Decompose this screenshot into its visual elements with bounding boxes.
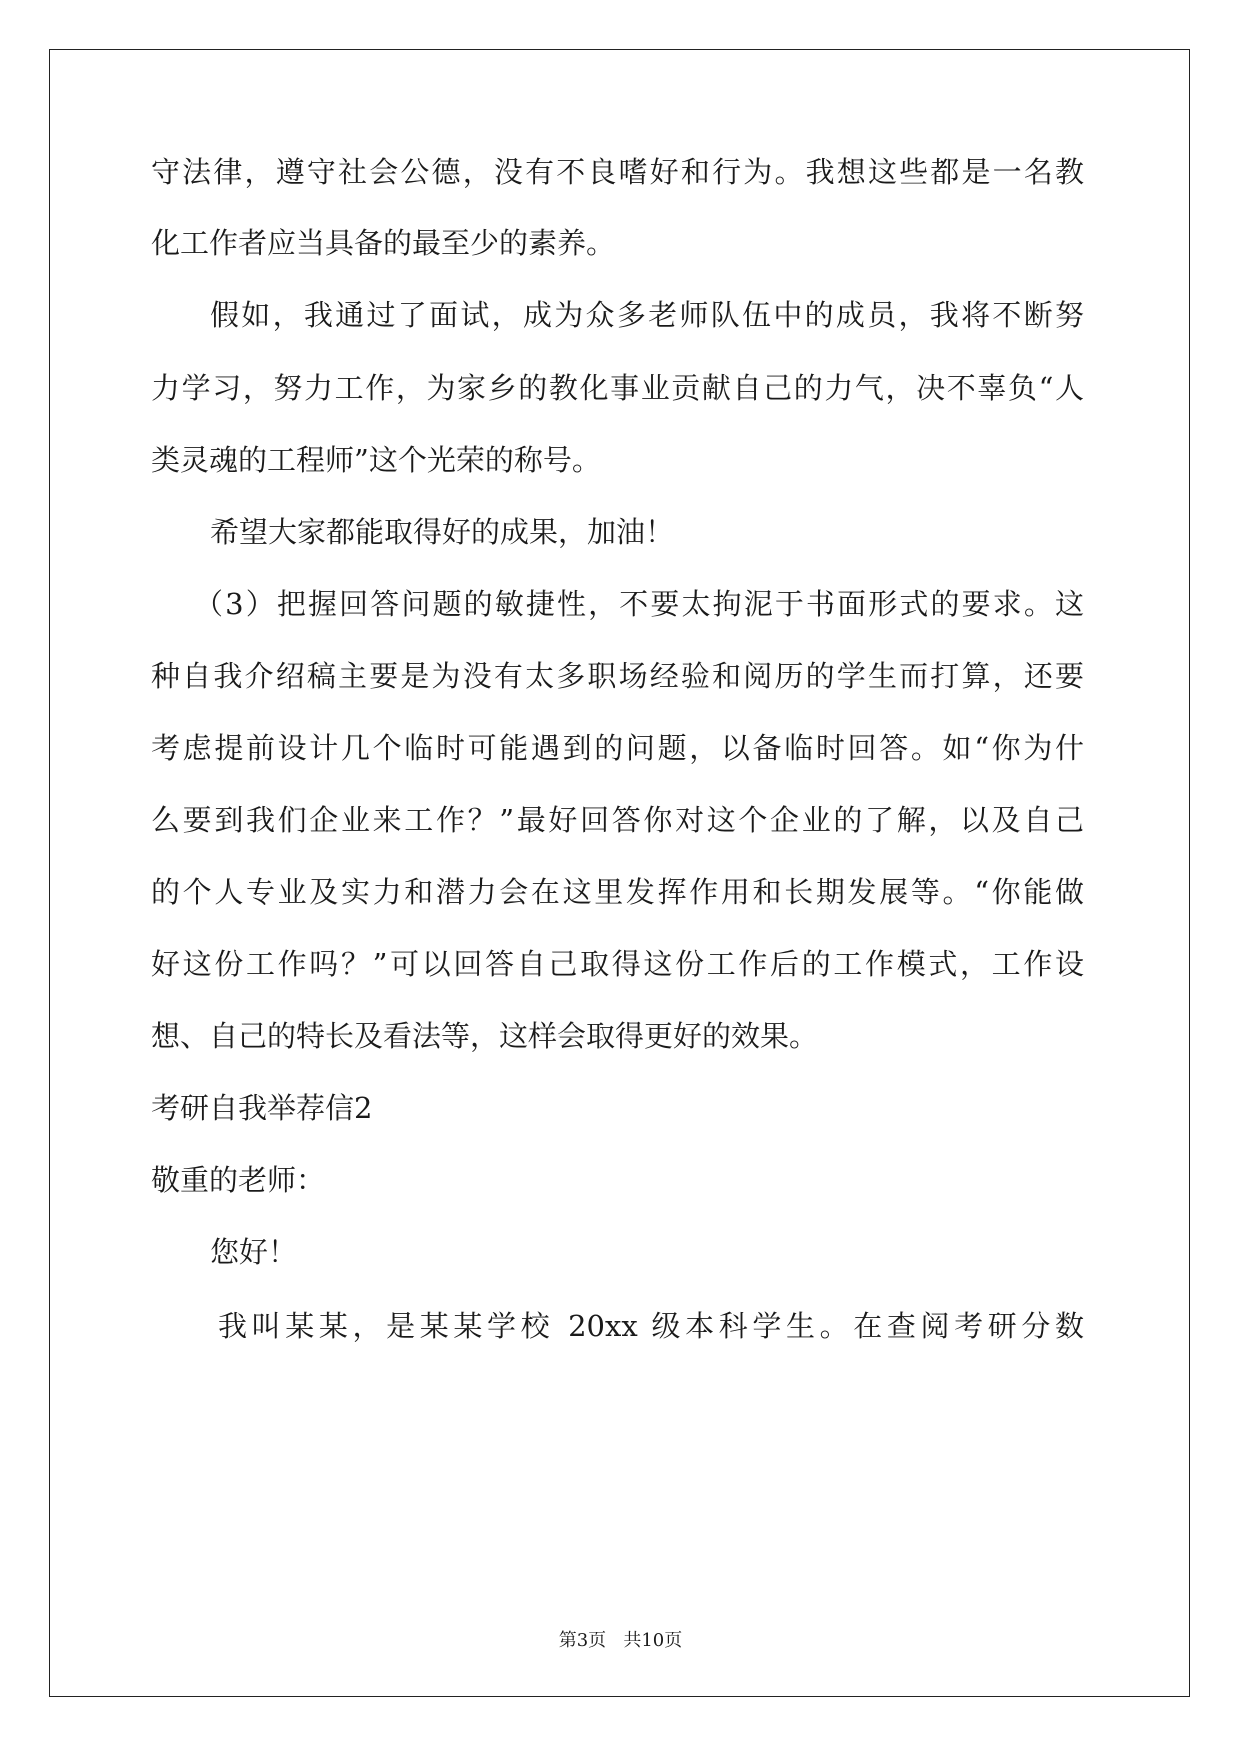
salutation: 敬重的老师： <box>151 1163 326 1197</box>
greeting: 您好！ <box>210 1235 298 1269</box>
body-line: 的个人专业及实力和潜力会在这里发挥作用和长期发展等。“你能做 <box>151 875 1084 909</box>
body-line: 力学习，努力工作，为家乡的教化事业贡献自己的力气，决不辜负“人 <box>151 371 1084 405</box>
body-line: （3）把握回答问题的敏捷性，不要太拘泥于书面形式的要求。这 <box>194 587 1084 621</box>
body-line: 么要到我们企业来工作？”最好回答你对这个企业的了解，以及自己 <box>151 803 1084 837</box>
body-line: 类灵魂的工程师”这个光荣的称号。 <box>151 443 601 477</box>
body-line: 好这份工作吗？”可以回答自己取得这份工作后的工作模式，工作设 <box>151 947 1084 981</box>
page-number-footer: 第3页 共10页 <box>558 1630 683 1651</box>
body-line: 假如，我通过了面试，成为众多老师队伍中的成员，我将不断努 <box>210 298 1084 332</box>
body-line: 守法律，遵守社会公德，没有不良嗜好和行为。我想这些都是一名教 <box>151 155 1084 189</box>
body-line: 种自我介绍稿主要是为没有太多职场经验和阅历的学生而打算，还要 <box>151 659 1084 693</box>
body-line: 想、自己的特长及看法等，这样会取得更好的效果。 <box>151 1019 819 1053</box>
body-line: 我叫某某，是某某学校 20xx 级本科学生。在查阅考研分数 <box>218 1309 1084 1343</box>
body-line: 考虑提前设计几个临时可能遇到的问题，以备临时回答。如“你为什 <box>151 731 1084 765</box>
body-line: 希望大家都能取得好的成果，加油！ <box>210 515 675 549</box>
body-line: 化工作者应当具备的最至少的素养。 <box>151 226 616 260</box>
section-heading: 考研自我举荐信2 <box>151 1091 373 1125</box>
